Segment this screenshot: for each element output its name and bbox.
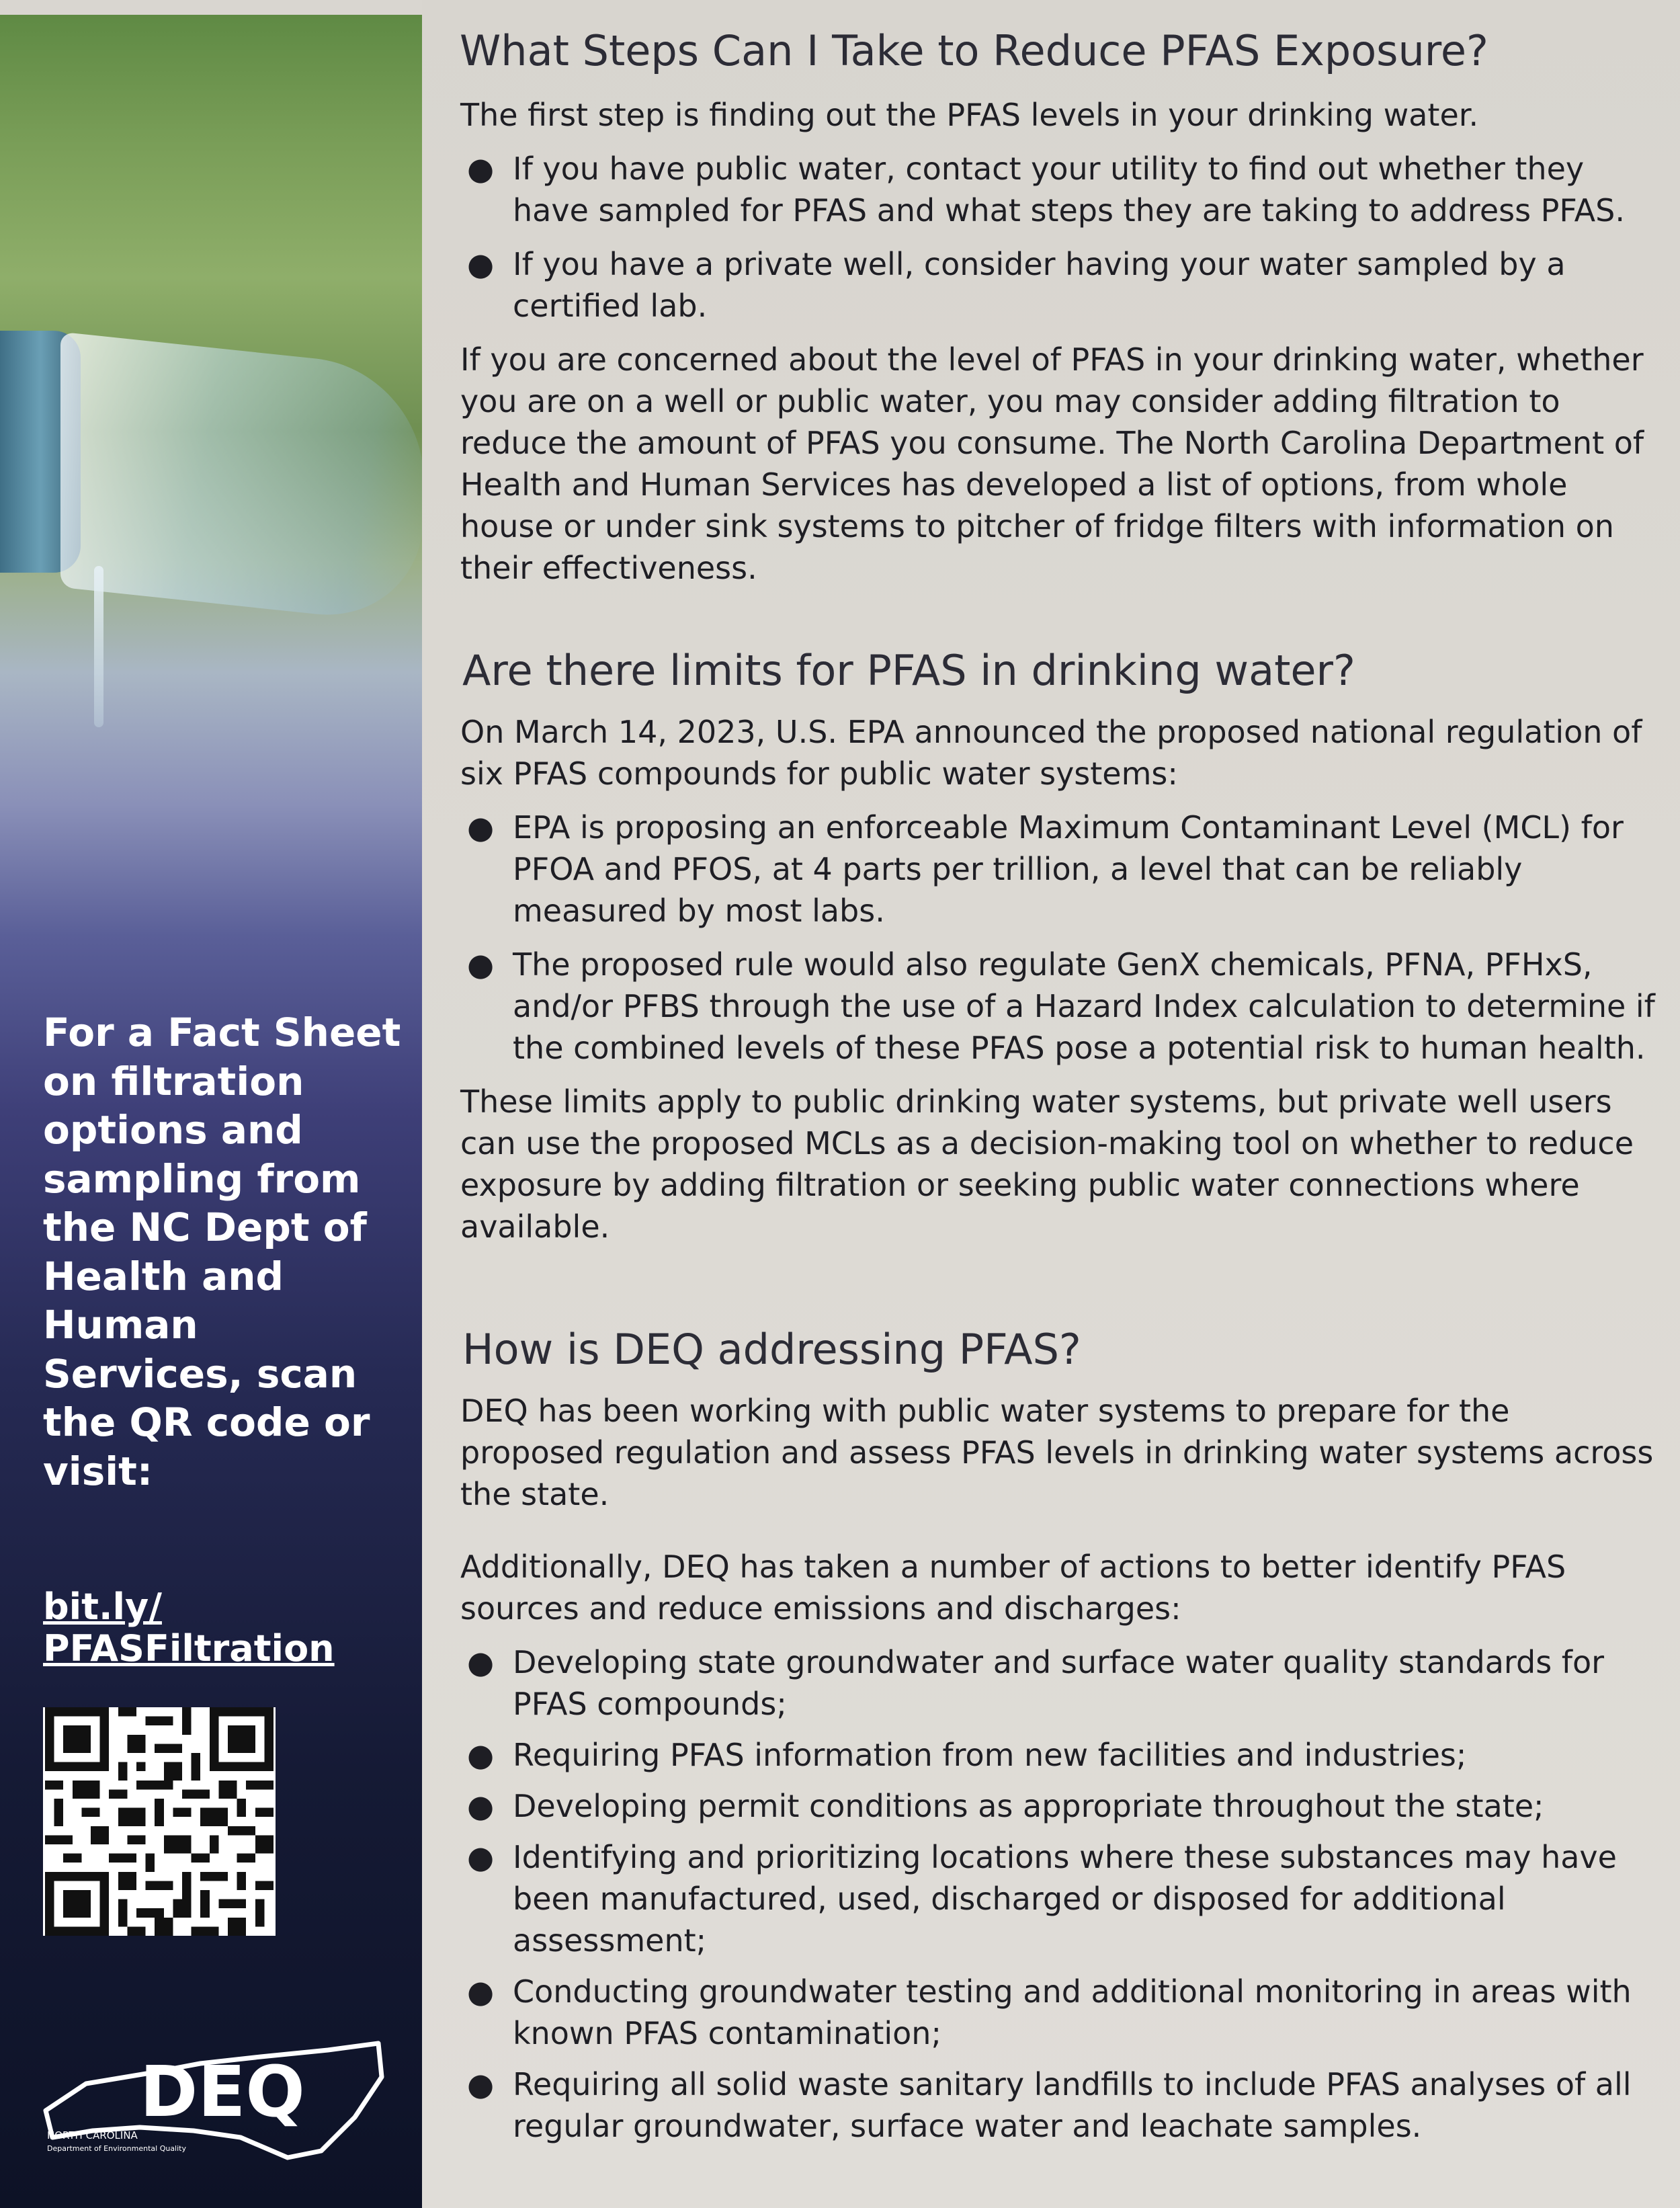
list-item: ● The proposed rule would also regulate GenX chemicals, PFNA, PFHxS, and/or PFBS through the use of a Hazard Index calculation to determine if the combined levels of these PFAS pose a potential risk to human health. [460, 944, 1656, 1069]
bullet-icon: ● [467, 1973, 495, 2010]
list-item: ● Requiring all solid waste sanitary landfills to include PFAS analyses of all regular groundwater, surface water and leachate samples. [460, 2063, 1656, 2147]
svg-text:NORTH CAROLINA: NORTH CAROLINA [47, 2129, 138, 2141]
bullet-icon: ● [467, 2066, 495, 2102]
filtration-link[interactable] [43, 1586, 406, 1670]
section-reduce-exposure [460, 94, 1656, 589]
heading-reduce-exposure: What Steps Can I Take to Reduce PFAS Exposure? [460, 26, 1488, 75]
water-stream-image [60, 332, 422, 626]
section-deq-addressing [460, 1390, 1656, 2147]
list-item: ● Requiring PFAS information from new facilities and industries; [460, 1734, 1656, 1776]
reduce-intro: The first step is finding out the PFAS levels in your drinking water. [460, 97, 1479, 133]
section-pfas-limits [460, 711, 1656, 1248]
list-item: ● If you have public water, contact your utility to find out whether they have sampled for PFAS and what steps they are taking to address PFAS. [460, 148, 1656, 231]
limits-bullet-list [460, 807, 1656, 1069]
limits-paragraph: These limits apply to public drinking water systems, but private well users can use the proposed MCLs as a decision-making tool on whether to reduce exposure by adding filtration or seeking public water connections where available. [460, 1083, 1634, 1245]
bullet-icon: ● [467, 1737, 495, 1773]
reduce-paragraph: If you are concerned about the level of PFAS in your drinking water, whether you are on a well or public water, you may consider adding filtration to reduce the amount of PFAS you consume. The North Carolina Department of Health and Human Services has developed a list of options, from whole house or under sink systems to pitcher of fridge filters with information on their effectiveness. [460, 341, 1644, 586]
water-drip-image [94, 566, 103, 727]
bullet-icon: ● [467, 809, 495, 846]
list-item: ● Conducting groundwater testing and additional monitoring in areas with known PFAS contamination; [460, 1971, 1656, 2054]
qr-code-icon [43, 1707, 276, 1936]
bullet-icon: ● [467, 151, 495, 187]
bullet-icon: ● [467, 1644, 495, 1680]
list-item: ● Developing state groundwater and surface water quality standards for PFAS compounds; [460, 1641, 1656, 1725]
list-item: ● EPA is proposing an enforceable Maximum Contaminant Level (MCL) for PFOA and PFOS, at 4 parts per trillion, a level that can be reliably measured by most labs. [460, 807, 1656, 932]
limits-intro: On March 14, 2023, U.S. EPA announced the proposed national regulation of six PFAS compounds for public water systems: [460, 714, 1642, 792]
list-item: ● Identifying and prioritizing locations where these substances may have been manufactured, used, discharged or disposed for additional assessment; [460, 1836, 1656, 1961]
deq-logo [39, 2037, 388, 2164]
svg-text:Department of Environmental Qu: Department of Environmental Quality [47, 2144, 186, 2153]
bullet-icon: ● [467, 1788, 495, 1824]
main-content [422, 0, 1680, 2208]
bullet-icon: ● [467, 946, 495, 983]
reduce-bullet-list [460, 148, 1656, 327]
filtration-link-line2[interactable]: PFASFiltration [43, 1627, 335, 1670]
heading-deq-addressing: How is DEQ addressing PFAS? [462, 1325, 1081, 1374]
deq-actions-list [460, 1641, 1656, 2147]
deq-paragraph-1: DEQ has been working with public water systems to prepare for the proposed regulation and assess PFAS levels in drinking water systems across the state. [460, 1393, 1654, 1512]
list-item: ● If you have a private well, consider having your water sampled by a certified lab. [460, 243, 1656, 327]
heading-pfas-limits: Are there limits for PFAS in drinking water? [462, 646, 1355, 695]
qr-code[interactable] [43, 1707, 276, 1936]
deq-paragraph-2: Additionally, DEQ has taken a number of actions to better identify PFAS sources and reduce emissions and discharges: [460, 1549, 1566, 1627]
filtration-link-line1[interactable]: bit.ly/ [43, 1586, 162, 1628]
nc-deq-logo-icon [39, 2037, 388, 2164]
fact-sheet-callout: For a Fact Sheet on filtration options and sampling from the NC Dept of Health and Human Services, scan the QR code or visit: [43, 1010, 401, 1494]
bullet-icon: ● [467, 1839, 495, 1875]
bullet-icon: ● [467, 246, 495, 282]
list-item: ● Developing permit conditions as appropriate throughout the state; [460, 1785, 1656, 1827]
svg-text:DEQ: DEQ [140, 2051, 305, 2133]
